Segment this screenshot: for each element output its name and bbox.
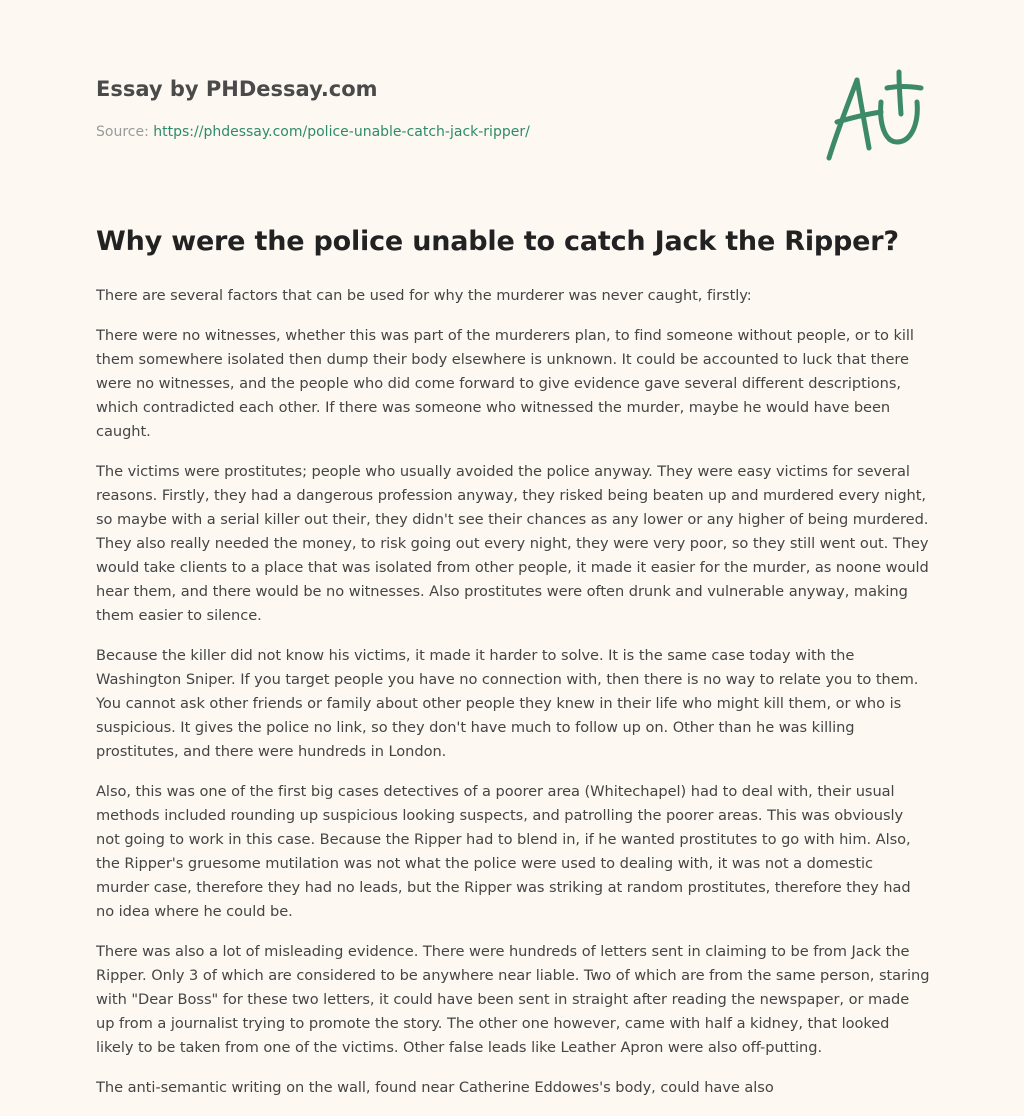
paragraph: Also, this was one of the first big cases detectives of a poorer area (Whitechapel) had to deal with, their usual methods included rounding up suspicious looking suspects, and patrolling the poorer areas. This was obviously not going to work in this case. Because the Ripper had to blend in, if he wanted prostitutes to go with him. Also, the Ripper's gruesome mutilation was not what the police were used to dealing with, it was not a domestic murder case, therefore they had no leads, but the Ripper was striking at random prostitutes, therefore they had no idea where he could be. bbox=[96, 783, 911, 920]
source-label: Source: bbox=[96, 124, 154, 140]
paragraph: The victims were prostitutes; people who usually avoided the police anyway. They were easy victims for several reasons. Firstly, they had a dangerous profession anyway, they risked being beaten up and murdered every night, so maybe with a serial killer out their, they didn't see their chances as any lower or any higher of being murdered. They also really needed the money, to risk going out every night, they were very poor, so they still went out. They would take clients to a place that was isolated from other people, it made it easier for the murder, as noone would hear them, and there would be no witnesses. Also prostitutes were often drunk and vulnerable anyway, making them easier to silence. bbox=[96, 463, 929, 624]
a-plus-grade-icon bbox=[823, 66, 929, 166]
source-line bbox=[96, 124, 530, 140]
paragraph: There was also a lot of misleading evidence. There were hundreds of letters sent in claiming to be from Jack the Ripper. Only 3 of which are considered to be anywhere near liable. Two of which are from the same person, staring with "Dear Boss" for these two letters, it could have been sent in straight after reading the newspaper, or made up from a journalist trying to promote the story. The other one however, came with half a kidney, that looked likely to be taken from one of the victims. Other false leads like Leather Apron were also off-putting. bbox=[96, 943, 930, 1056]
source-link[interactable]: https://phdessay.com/police-unable-catch-jack-ripper/ bbox=[153, 124, 530, 140]
paragraph: There were no witnesses, whether this was part of the murderers plan, to find someone without people, or to kill them somewhere isolated then dump their body elsewhere is unknown. It could be accounted to luck that there were no witnesses, and the people who did come forward to give evidence gave several different descriptions, which contradicted each other. If there was someone who witnessed the murder, maybe he would have been caught. bbox=[96, 327, 914, 440]
site-title: Essay by PHDessay.com bbox=[96, 77, 378, 101]
paragraph: There are several factors that can be used for why the murderer was never caught, firstly: bbox=[96, 287, 752, 304]
paragraph: Because the killer did not know his victims, it made it harder to solve. It is the same case today with the Washington Sniper. If you target people you have no connection with, then there is no way to relate you to them. You cannot ask other friends or family about other people they knew in their life who might kill them, or who is suspicious. It gives the police no link, so they don't have much to follow up on. Other than he was killing prostitutes, and there were hundreds in London. bbox=[96, 647, 919, 760]
essay-title: Why were the police unable to catch Jack the Ripper? bbox=[96, 226, 899, 257]
essay-body bbox=[96, 284, 930, 1116]
paragraph: The anti-semantic writing on the wall, found near Catherine Eddowes's body, could have also bbox=[96, 1079, 774, 1096]
